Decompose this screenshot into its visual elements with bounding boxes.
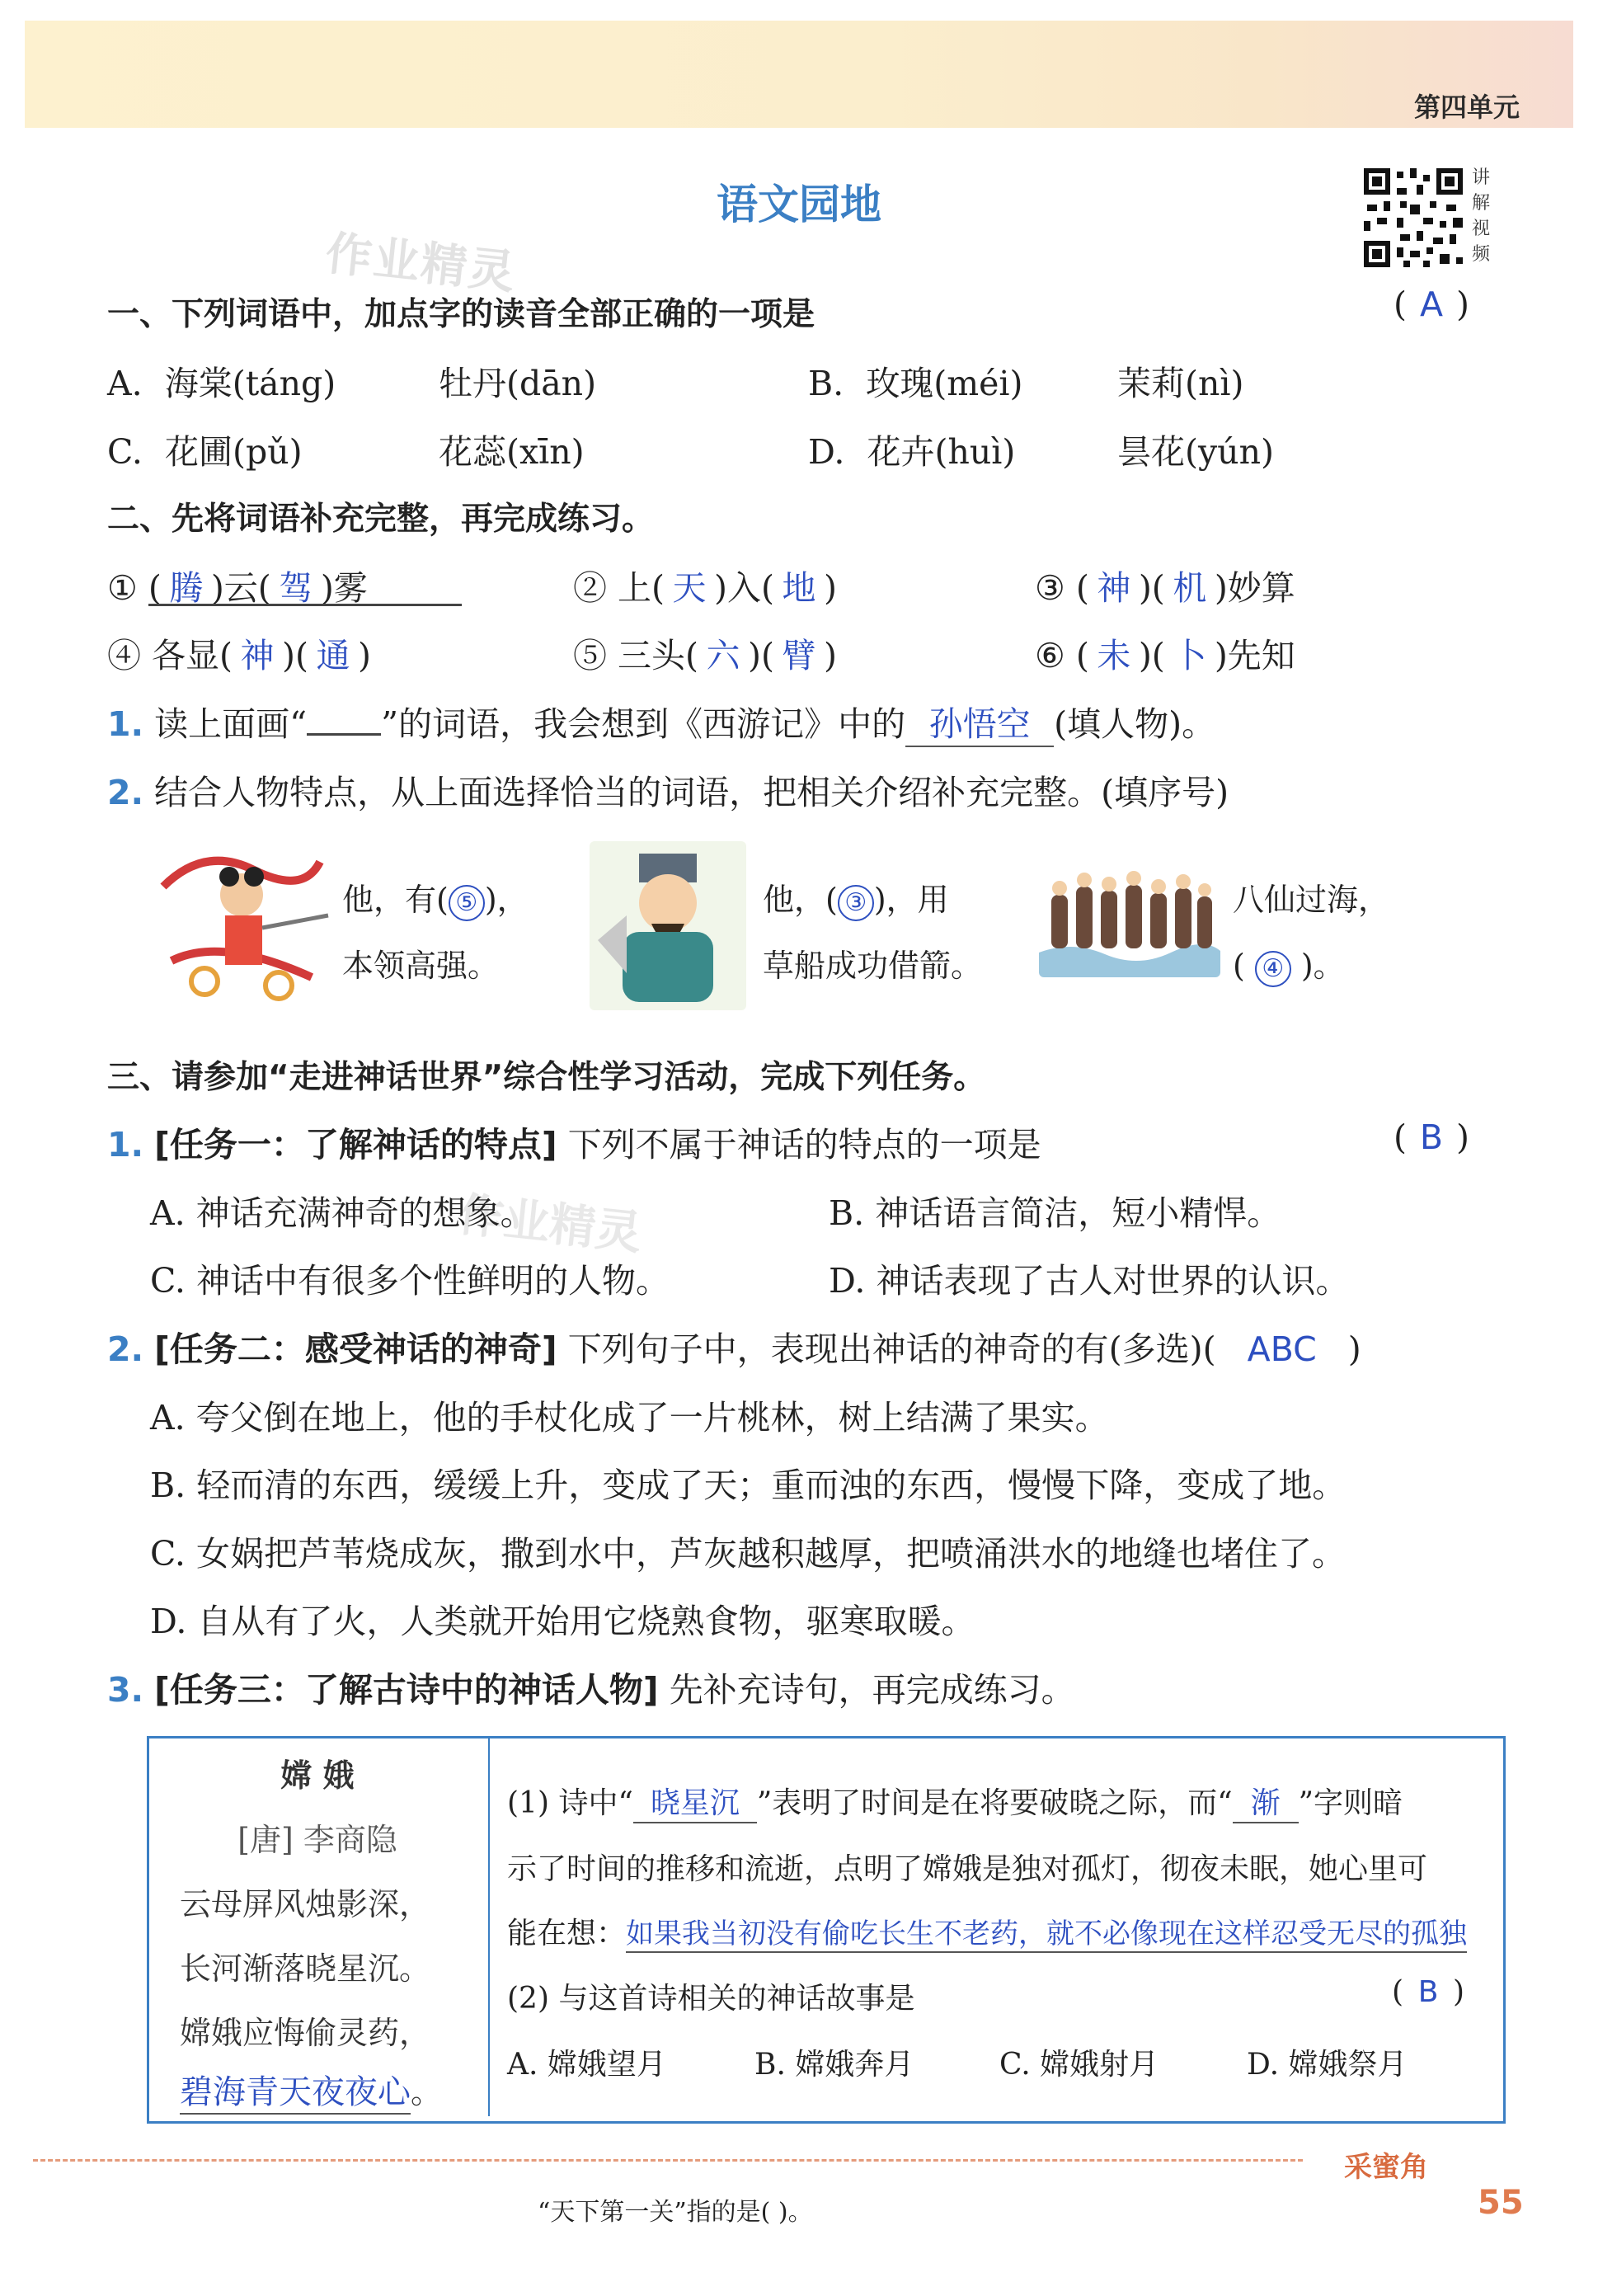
poem-q2: (2) 与这首诗相关的神话故事是 xyxy=(507,1982,915,2016)
header-band xyxy=(25,21,1573,128)
poem-line-2: 长河渐落晓星沉。 xyxy=(180,1950,431,1987)
card-2-line-1: 他，( ③ )，用 xyxy=(763,874,949,921)
task-3-question: 3. [任务三：了解古诗中的神话人物] 先补充诗句，再完成练习。 xyxy=(107,1670,1075,1710)
poem-line-3: 嫦娥应悔偷灵药， xyxy=(180,2015,431,2051)
qr-label: 讲 解 视 频 xyxy=(1472,167,1491,265)
unit-label: 第四单元 xyxy=(1413,92,1520,123)
idiom-1-underline xyxy=(148,604,462,606)
poem-q1-line-2: 示了时间的推移和流逝，点明了嫦娥是独对孤灯，彻夜未眠，她心里可 xyxy=(507,1852,1428,1886)
task-1-question: 1. [任务一：了解神话的特点] 下列不属于神话的特点的一项是 xyxy=(107,1125,1041,1164)
card-1-line-2: 本领高强。 xyxy=(342,948,500,984)
s1-option-b: B. 玫瑰(méi) xyxy=(808,364,1023,403)
s1-option-b-word2: 茉莉(nì) xyxy=(1117,364,1244,403)
card-1-line-1: 他，有( ⑤ )， xyxy=(342,874,529,921)
idiom-6: ⑥ ( 未 )( 卜 )先知 xyxy=(1035,636,1295,675)
card-3-line-1: 八仙过海， xyxy=(1233,882,1390,918)
poem-q1-line-1: (1) 诗中“ 晓星沉 ”表明了时间是在将要破晓之际，而“ 渐 ”字则暗 xyxy=(507,1780,1403,1823)
eight-immortals-image xyxy=(1039,862,1220,977)
s1-option-d-word2: 昙花(yún) xyxy=(1117,432,1274,472)
watermark: 作业精灵 xyxy=(454,1188,645,1261)
poem-line-4: 碧海青天夜夜心。 xyxy=(180,2066,442,2115)
task-2-option-b: B. 轻而清的东西，缓缓上升，变成了天；重而浊的东西，慢慢下降，变成了地。 xyxy=(150,1466,1347,1505)
page-number: 55 xyxy=(1478,2184,1524,2222)
idiom-2: ② 上( 天 )入( 地 ) xyxy=(573,568,838,608)
page-title: 语文园地 xyxy=(717,181,881,228)
task-1-option-d: D. 神话表现了古人对世界的认识。 xyxy=(829,1261,1350,1301)
card-3-line-2: ( ④ )。 xyxy=(1233,940,1345,987)
task-1-option-a: A. 神话充满神奇的想象。 xyxy=(150,1193,534,1233)
footer-divider xyxy=(33,2159,1303,2162)
s1-answer-bracket: ( A ) xyxy=(1394,285,1469,324)
task-2-option-d: D. 自从有了火，人类就开始用它烧熟食物，驱寒取暖。 xyxy=(150,1602,975,1641)
idiom-3: ③ ( 神 )( 机 )妙算 xyxy=(1035,568,1295,608)
s1-option-c: C. 花圃(pǔ) xyxy=(107,432,303,472)
idiom-5: ⑤ 三头( 六 )( 臂 ) xyxy=(573,636,838,675)
poem-q2-answer-bracket: ( B ) xyxy=(1392,1975,1465,2009)
poem-divider xyxy=(488,1738,490,2116)
task-2-option-a: A. 夸父倒在地上，他的手杖化成了一片桃林，树上结满了果实。 xyxy=(150,1398,1109,1437)
poem-q2-option-a: A. 嫦娥望月 xyxy=(507,2048,666,2082)
poem-line-1: 云母屏风烛影深， xyxy=(180,1886,431,1922)
zhuge-liang-image xyxy=(590,841,746,1010)
poem-q2-option-b: B. 嫦娥奔月 xyxy=(754,2048,914,2082)
footer-corner-label: 采蜜角 xyxy=(1344,2151,1428,2184)
s1-option-d: D. 花卉(huì) xyxy=(808,432,1016,472)
idiom-4: ④ 各显( 神 )( 通 ) xyxy=(107,636,372,675)
poem-author: [唐] 李商隐 xyxy=(237,1822,397,1858)
idiom-1: ① ( 腾 )云( 驾 )雾 xyxy=(107,568,368,608)
s2-question-2: 2. 结合人物特点，从上面选择恰当的词语，把相关介绍补充完整。(填序号) xyxy=(107,773,1229,812)
qr-code-icon[interactable] xyxy=(1361,165,1466,271)
card-2-line-2: 草船成功借箭。 xyxy=(763,948,983,984)
task-2-question: 2. [任务二：感受神话的神奇] 下列句子中，表现出神话的神奇的有(多选)( ABC ) xyxy=(107,1329,1361,1369)
task-1-option-c: C. 神话中有很多个性鲜明的人物。 xyxy=(150,1261,670,1301)
nezha-image xyxy=(147,837,336,1010)
watermark: 作业精灵 xyxy=(322,227,519,300)
poem-q2-option-d: D. 嫦娥祭月 xyxy=(1247,2048,1408,2082)
s2-question-1: 1. 读上面画“ ”的词语，我会想到《西游记》中的 孙悟空 (填人物)。 xyxy=(107,697,1215,747)
s1-option-c-word2: 花蕊(xīn) xyxy=(439,432,585,472)
task-1-option-b: B. 神话语言简洁，短小精悍。 xyxy=(829,1193,1281,1233)
section-1-title: 一、下列词语中，加点字的读音全部正确的一项是 xyxy=(107,296,815,333)
s1-answer: A xyxy=(1419,285,1444,324)
s1-option-a-word2: 牡丹(dān) xyxy=(439,364,597,403)
poem-title: 嫦 娥 xyxy=(280,1757,355,1794)
s1-option-a: A. 海棠(táng) xyxy=(107,364,336,403)
task-1-answer-bracket: ( B ) xyxy=(1394,1117,1469,1157)
poem-q2-option-c: C. 嫦娥射月 xyxy=(999,2048,1159,2082)
section-3-title: 三、请参加“走进神话世界”综合性学习活动，完成下列任务。 xyxy=(107,1059,986,1096)
task-2-option-c: C. 女娲把芦苇烧成灰，撒到水中，芦灰越积越厚，把喷涌洪水的地缝也堵住了。 xyxy=(150,1534,1346,1574)
footer-question: “天下第一关”指的是( )。 xyxy=(538,2198,813,2227)
poem-q1-line-3: 能在想：如果我当初没有偷吃长生不老药，就不必像现在这样忍受无尽的孤独 xyxy=(507,1910,1467,1953)
section-2-title: 二、先将词语补充完整，再完成练习。 xyxy=(107,501,655,538)
